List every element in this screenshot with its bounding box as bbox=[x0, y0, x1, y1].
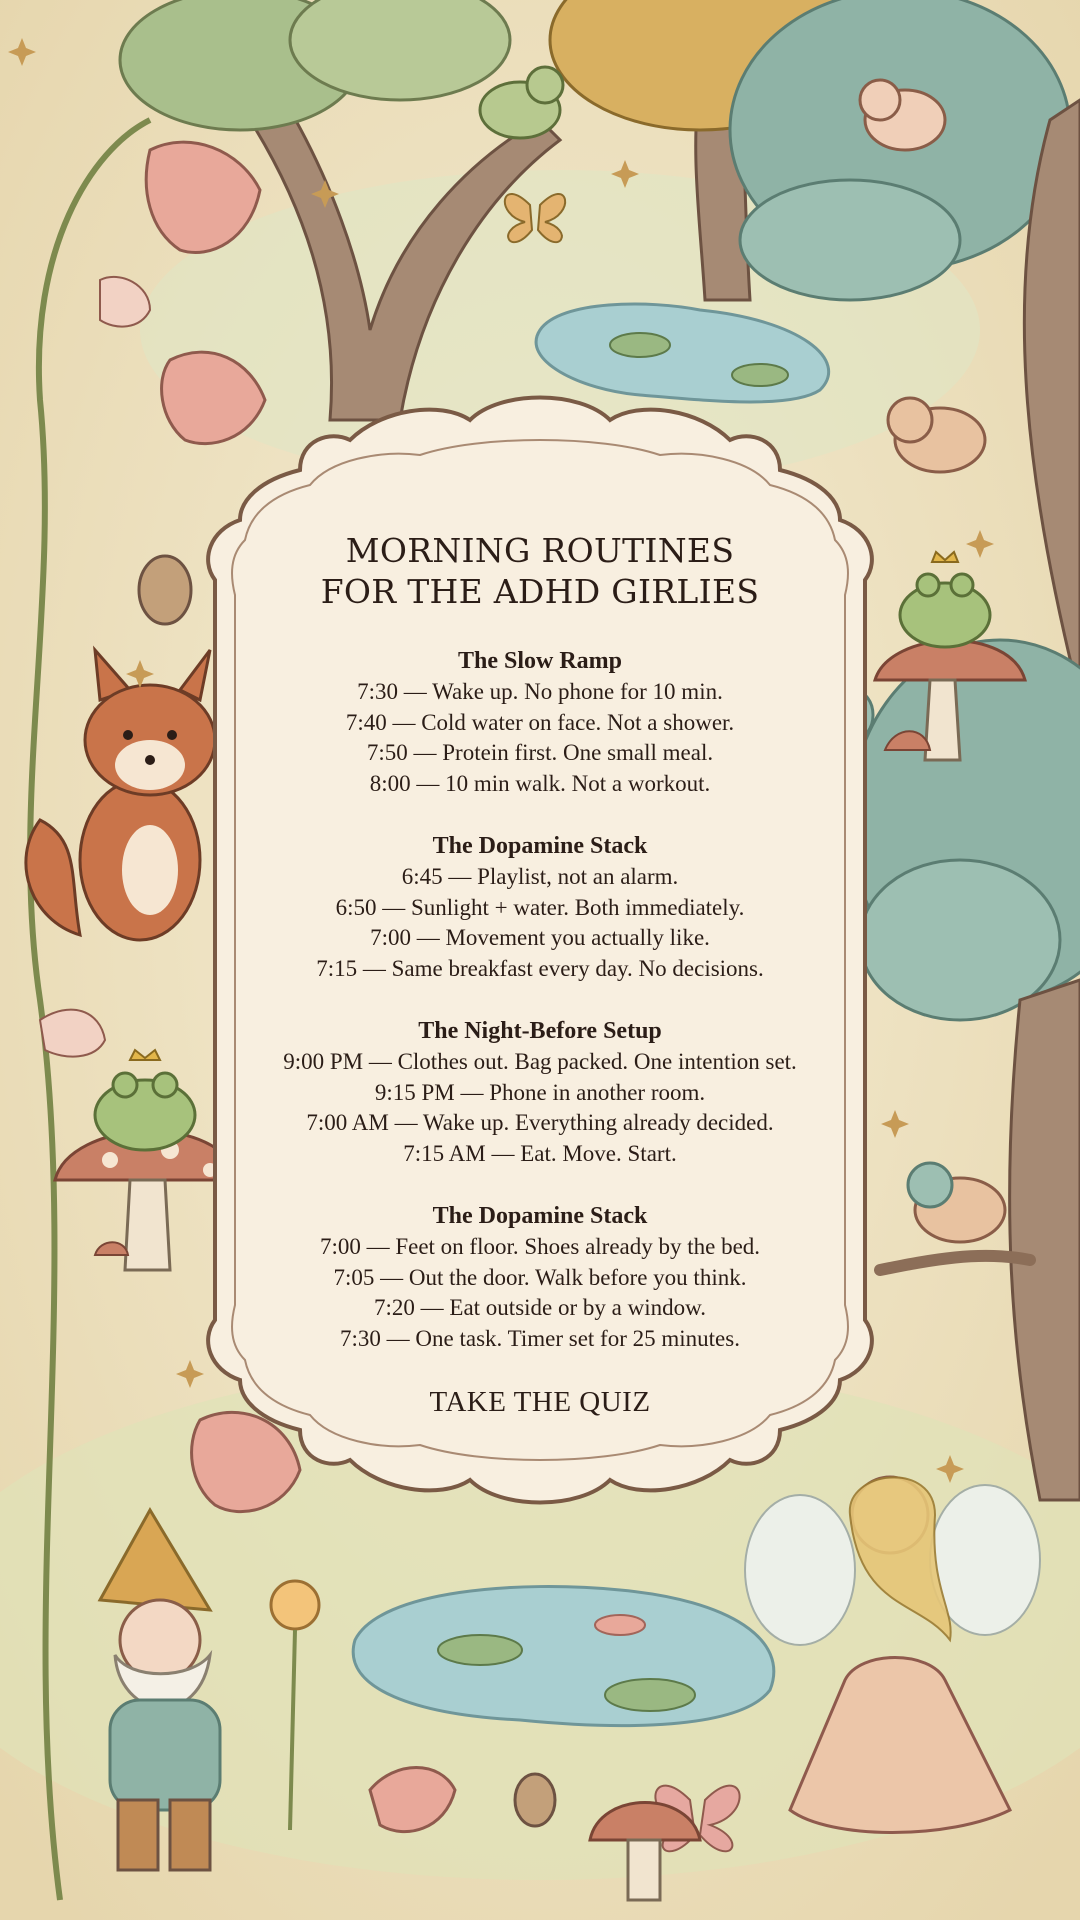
routine-line: 6:50 — Sunlight + water. Both immediately. bbox=[335, 894, 745, 920]
routine-line: 7:15 AM — Eat. Move. Start. bbox=[403, 1140, 677, 1166]
routine-section-night-before bbox=[225, 1016, 855, 1169]
routine-line: 7:15 — Same breakfast every day. No decisions. bbox=[316, 955, 764, 981]
routine-line: 7:05 — Out the door. Walk before you think. bbox=[333, 1264, 747, 1290]
routine-line: 7:00 — Feet on floor. Shoes already by the bed. bbox=[319, 1234, 761, 1259]
routine-line: 9:00 PM — Clothes out. Bag packed. One intention set. bbox=[283, 1049, 797, 1074]
page-title bbox=[225, 530, 855, 612]
section-heading: The Dopamine Stack bbox=[432, 1203, 648, 1229]
section-heading: The Night-Before Setup bbox=[418, 1018, 662, 1044]
section-heading: The Dopamine Stack bbox=[432, 833, 648, 859]
routine-line: 8:00 — 10 min walk. Not a workout. bbox=[369, 770, 711, 796]
routine-section-slow-ramp bbox=[225, 646, 855, 799]
title-line-2: FOR THE ADHD GIRLIES bbox=[320, 572, 760, 611]
title-line-1: MORNING ROUTINES bbox=[345, 531, 735, 570]
routine-line: 7:20 — Eat outside or by a window. bbox=[374, 1295, 706, 1320]
routine-line: 7:40 — Cold water on face. Not a shower. bbox=[345, 709, 735, 735]
routine-line: 7:00 AM — Wake up. Everything already decided. bbox=[306, 1110, 774, 1135]
pond-icon bbox=[353, 1587, 774, 1726]
routine-card bbox=[225, 530, 855, 1420]
routine-line: 7:30 — Wake up. No phone for 10 min. bbox=[357, 679, 723, 704]
take-quiz-button[interactable]: TAKE THE QUIZ bbox=[429, 1386, 651, 1418]
routine-line: 7:30 — One task. Timer set for 25 minutes. bbox=[340, 1325, 740, 1351]
routine-line: 7:50 — Protein first. One small meal. bbox=[366, 740, 714, 765]
routine-line: 7:00 — Movement you actually like. bbox=[370, 925, 710, 950]
section-heading: The Slow Ramp bbox=[457, 648, 623, 674]
routine-sections bbox=[225, 646, 855, 1354]
routine-section-dopamine-stack-2 bbox=[225, 1201, 855, 1354]
routine-line: 6:45 — Playlist, not an alarm. bbox=[401, 864, 679, 889]
routine-section-dopamine-stack bbox=[225, 831, 855, 984]
routine-line: 9:15 PM — Phone in another room. bbox=[374, 1079, 706, 1105]
